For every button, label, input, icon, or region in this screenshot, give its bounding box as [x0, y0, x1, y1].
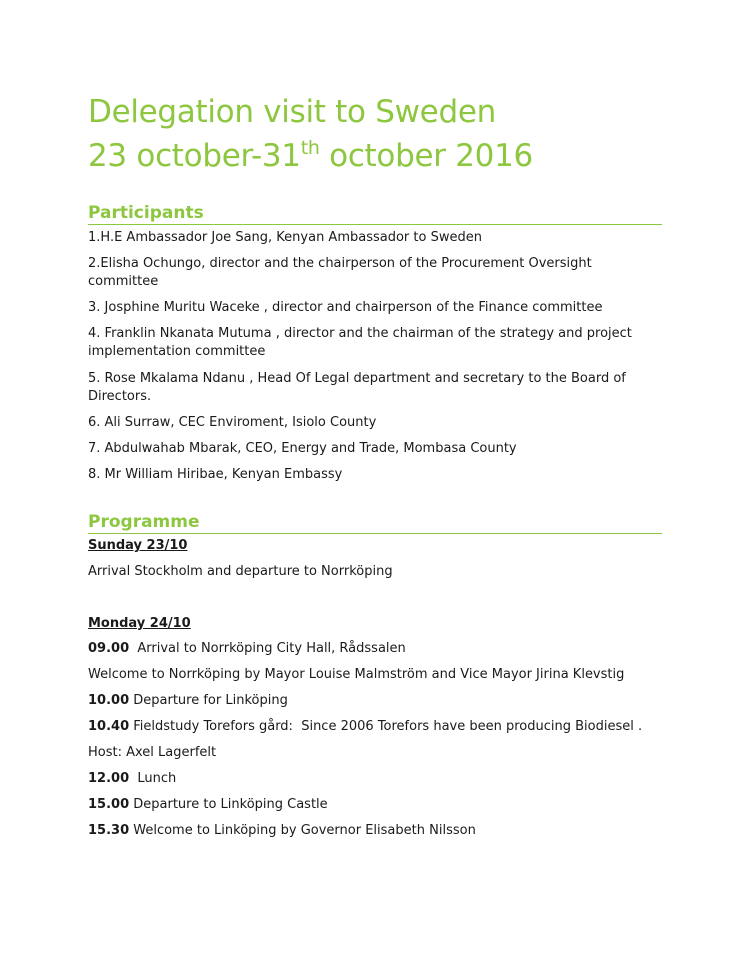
participants-heading: Participants: [88, 203, 662, 225]
participant-item: 4. Franklin Nkanata Mutuma , director and the chairman of the strategy and project implementation committee: [88, 326, 632, 359]
programme-entry: [88, 718, 658, 736]
programme-entry: [88, 770, 658, 788]
participant-item: 6. Ali Surraw, CEC Enviroment, Isiolo County: [88, 415, 377, 430]
participant-item: 3. Josphine Muritu Waceke , director and chairperson of the Finance committee: [88, 300, 603, 315]
participant-item: 1.H.E Ambassador Joe Sang, Kenyan Ambassador to Sweden: [88, 230, 482, 245]
participant-item: 8. Mr William Hiribae, Kenyan Embassy: [88, 467, 343, 482]
programme-entry: [88, 640, 658, 658]
entry-text: Departure to Linköping Castle: [129, 797, 328, 812]
document-title: [88, 90, 533, 178]
entry-time: 15.00: [88, 797, 130, 812]
title-date-end: october 2016: [319, 138, 533, 174]
participant-item: 5. Rose Mkalama Ndanu , Head Of Legal department and secretary to the Board of Directors.: [88, 371, 626, 404]
entry-text: Welcome to Linköping by Governor Elisabeth Nilsson: [129, 823, 476, 838]
participant-item: 7. Abdulwahab Mbarak, CEO, Energy and Trade, Mombasa County: [88, 441, 517, 456]
entry-time: 12.00: [88, 771, 130, 786]
entry-text: Lunch: [129, 771, 177, 786]
entry-text: Fieldstudy Torefors gård: Since 2006 Torefors have been producing Biodiesel .: [129, 719, 643, 734]
title-date-superscript: th: [300, 137, 320, 159]
day-heading-sunday: Sunday 23/10: [88, 538, 188, 553]
entry-time: 10.00: [88, 693, 130, 708]
programme-entry: [88, 692, 658, 710]
entry-text: Welcome to Norrköping by Mayor Louise Malmström and Vice Mayor Jirina Klevstig: [88, 667, 625, 682]
title-line-1: Delegation visit to Sweden: [88, 94, 496, 130]
title-date-start: 23 october-31: [88, 138, 301, 174]
day-heading-monday: Monday 24/10: [88, 616, 191, 631]
entry-time: 09.00: [88, 641, 130, 656]
entry-time: 15.30: [88, 823, 130, 838]
programme-entry: [88, 744, 658, 762]
programme-entry: [88, 822, 658, 840]
entry-time: 10.40: [88, 719, 130, 734]
entry-text: Host: Axel Lagerfelt: [88, 745, 217, 760]
entry-text: Departure for Linköping: [129, 693, 288, 708]
programme-entry: Arrival Stockholm and departure to Norrköping: [88, 564, 393, 579]
programme-entry: [88, 796, 658, 814]
entry-text: Arrival to Norrköping City Hall, Rådssalen: [129, 641, 406, 656]
participant-item: 2.Elisha Ochungo, director and the chairperson of the Procurement Oversight committee: [88, 256, 592, 289]
title-line-2: [88, 138, 533, 174]
programme-entry: [88, 666, 658, 684]
programme-heading: Programme: [88, 512, 662, 534]
